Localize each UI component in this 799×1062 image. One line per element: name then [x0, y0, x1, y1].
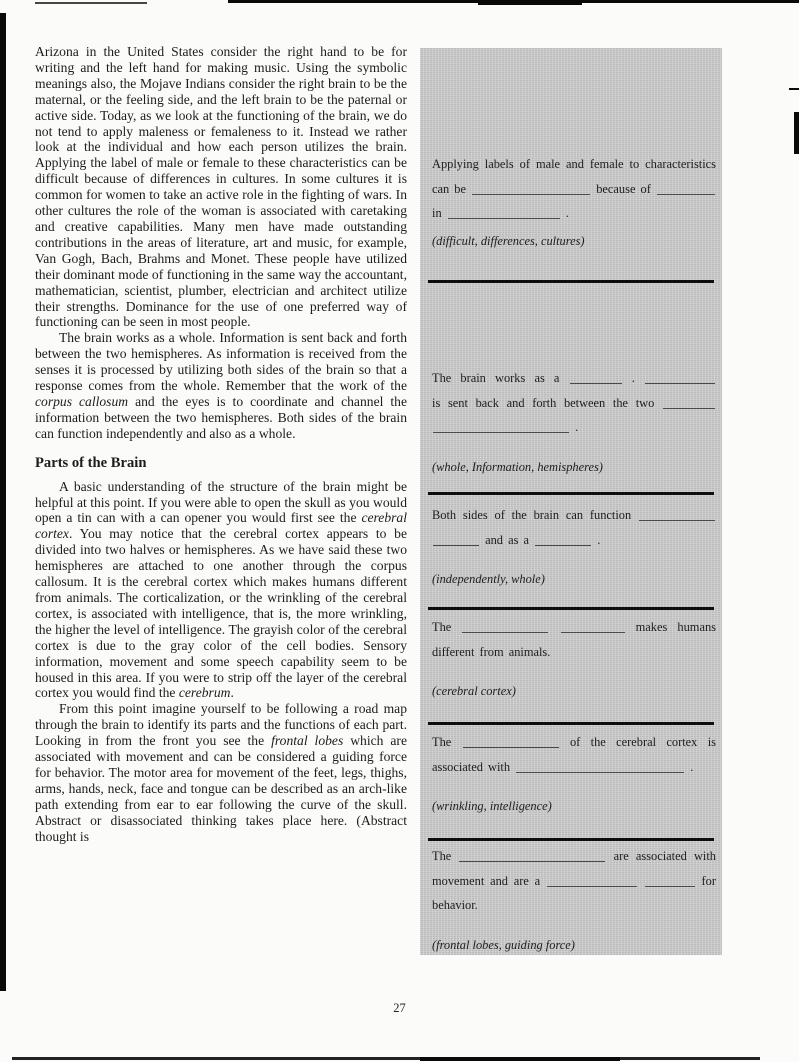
exercise-line	[432, 755, 716, 780]
exercise-block	[432, 730, 716, 814]
exercise-line	[432, 177, 716, 202]
text-run	[638, 874, 644, 888]
answer-key: (difficult, differences, cultures)	[432, 233, 585, 248]
fill-in-blank	[463, 745, 559, 748]
text-run: cerebral cortex	[35, 510, 407, 542]
workbook-panel	[420, 48, 722, 955]
exercise-line	[432, 640, 716, 665]
scan-edge-bottom	[12, 1057, 760, 1060]
text-run: Applying labels of male and female to characteristics	[432, 157, 716, 171]
text-run: The brain works as a whole. Information is sent back and forth between the two hemispheres. As information is received from the senses it is processed by utilizing both sides of the brain so that a response comes from the whole. Remember that the work of the	[35, 330, 407, 394]
text-run: behavior.	[432, 898, 478, 912]
fill-in-blank	[645, 884, 695, 887]
text-run: is sent back and forth between the two	[432, 395, 662, 410]
fill-in-blank	[570, 381, 622, 384]
paragraph	[35, 479, 407, 702]
text-run: of the cerebral cortex is	[559, 735, 716, 749]
exercise-line	[432, 528, 716, 553]
text-run: frontal lobes	[271, 733, 344, 749]
exercise-block	[432, 503, 716, 587]
fill-in-blank	[639, 518, 715, 521]
text-run: The brain works as a	[432, 371, 569, 385]
text-run: can be	[432, 181, 472, 196]
text-run: . You may notice that the cerebral cortex appears to be divided into two halves or hemispheres. As we have said these two hemispheres are attached to one another through the corpus callosum. It is the cerebral cortex which makes humans different from animals. The corticalization, or the wrinkling of the cerebral cortex, is associated with intelligence, that is, the more wrinkling, the higher the level of intelligence. The grayish color of the cerebral cortex is due to the gray color of the cell bodies. Sensory information, movement and some speech capability seem to be housed in this area. If you were to strip off the layer of the cerebral cortex you would find the	[35, 526, 407, 701]
answer-key: (independently, whole)	[432, 572, 545, 586]
exercise-line	[432, 152, 716, 177]
text-run: A basic understanding of the structure of the brain might be helpful at this point. If you were able to open the skull as you would open a tin can with a can opener you would first see the	[35, 478, 407, 526]
text-run: .	[622, 371, 644, 385]
exercise-block	[432, 615, 716, 699]
article-column	[35, 44, 407, 845]
exercise-line	[432, 391, 716, 416]
text-run: associated with	[432, 759, 516, 774]
text-run: .	[560, 206, 569, 220]
text-run: and the eyes is to coordinate and channel the information between the two hemispheres. Both sides of the brain can function independently and also as a whole.	[35, 393, 407, 441]
fill-in-blank	[472, 192, 590, 195]
paragraph	[35, 330, 407, 441]
text-run: for	[695, 873, 716, 888]
section-heading: Parts of the Brain	[35, 454, 147, 471]
exercise-line	[432, 730, 716, 755]
fill-in-blank	[448, 216, 560, 219]
fill-in-blank	[462, 630, 548, 633]
scan-edge-bottom	[420, 1057, 620, 1061]
text-run: in	[432, 206, 447, 220]
scan-edge-right	[789, 88, 799, 90]
exercise-block	[432, 152, 716, 249]
exercise-line	[432, 201, 716, 226]
fill-in-blank	[535, 543, 591, 546]
text-run: cerebrum	[178, 685, 231, 701]
text-run: Arizona in the United States consider the right hand to be for writing and the left hand for making music. Using the symbolic meanings also, the Mojave Indians consider the right brain to be the maternal, or the feeling side, and the left brain to be the paternal or active side. Today, as we look at the functioning of the brain, we do not tend to apply maleness or femaleness to it. Instead we rather look at the individual and how each person utilizes the brain. Applying the label of male or female to these characteristics can be difficult because of differences in cultures. In some cultures it is common for women to take an active role in the fighting of wars. In other cultures the role of the woman is associated with caretaking and creative capabilities. Many men have made outstanding contributions in the areas of literature, art and music, for example, Van Gogh, Bach, Brahms and Monet. These people have utilized their dominant mode of functioning in the same way the accountant, mathematician, scientist, plumber, electrician and architect utilize their strengths. Dominance for the use of one preferred way of functioning can be seen in most people.	[35, 44, 407, 330]
exercise-block	[432, 366, 716, 475]
text-run: .	[570, 420, 579, 434]
scan-edge-top	[35, 2, 147, 4]
text-run: are associated with	[606, 849, 716, 863]
text-run	[549, 620, 559, 634]
fill-in-blank	[645, 381, 715, 384]
fill-in-blank	[433, 543, 479, 546]
answer-key: (frontal lobes, guiding force)	[432, 937, 575, 952]
scan-edge-top	[478, 0, 582, 5]
text-run: because of	[591, 181, 656, 196]
text-run: From this point imagine yourself to be following a road map through the brain to identify its parts and the functions of each part. Looking in from the front you see the	[35, 701, 407, 749]
exercise-line	[432, 503, 716, 528]
page-number: 27	[393, 1001, 406, 1015]
fill-in-blank	[663, 406, 715, 409]
text-run: .	[230, 685, 234, 701]
fill-in-blank	[561, 630, 625, 633]
text-run: which are associated with movement and can be considered a guiding force for behavior. The motor area for movement of the feet, legs, thighs, arms, hands, neck, face and tongue can be described as an arch-like path extending from ear to ear following the curve of the skull. Abstract or disassociated thinking takes place here. (Abstract thought is	[35, 733, 407, 844]
fill-in-blank	[459, 859, 605, 862]
exercise-line	[432, 844, 716, 869]
exercise-line	[432, 366, 716, 391]
text-run: corpus callosum	[35, 393, 129, 409]
text-run: movement and are a	[432, 873, 546, 888]
answer-key: (cerebral cortex)	[432, 684, 516, 698]
exercise-line	[432, 615, 716, 640]
answer-key: (wrinkling, intelligence)	[432, 799, 552, 813]
text-run: .	[685, 759, 694, 774]
text-run: .	[592, 532, 601, 547]
paragraph	[35, 701, 407, 844]
text-run: The	[432, 735, 462, 749]
fill-in-blank	[433, 430, 569, 433]
text-run: makes humans	[625, 620, 716, 634]
exercise-line	[432, 415, 716, 440]
scan-edge-right	[794, 112, 799, 154]
text-run: The	[432, 849, 459, 863]
scan-edge-left	[0, 13, 6, 991]
text-run: and as a	[480, 532, 535, 547]
answer-key: (whole, Information, hemispheres)	[432, 459, 603, 474]
exercise-list	[420, 48, 722, 955]
fill-in-blank	[657, 192, 715, 195]
paragraph	[35, 44, 407, 330]
fill-in-blank	[547, 884, 637, 887]
fill-in-blank	[516, 770, 684, 773]
text-run: different from animals.	[432, 644, 551, 659]
exercise-block	[432, 844, 716, 953]
exercise-line	[432, 869, 716, 894]
text-run: Both sides of the brain can function	[432, 508, 638, 522]
exercise-line	[432, 893, 716, 918]
text-run: The	[432, 620, 462, 634]
